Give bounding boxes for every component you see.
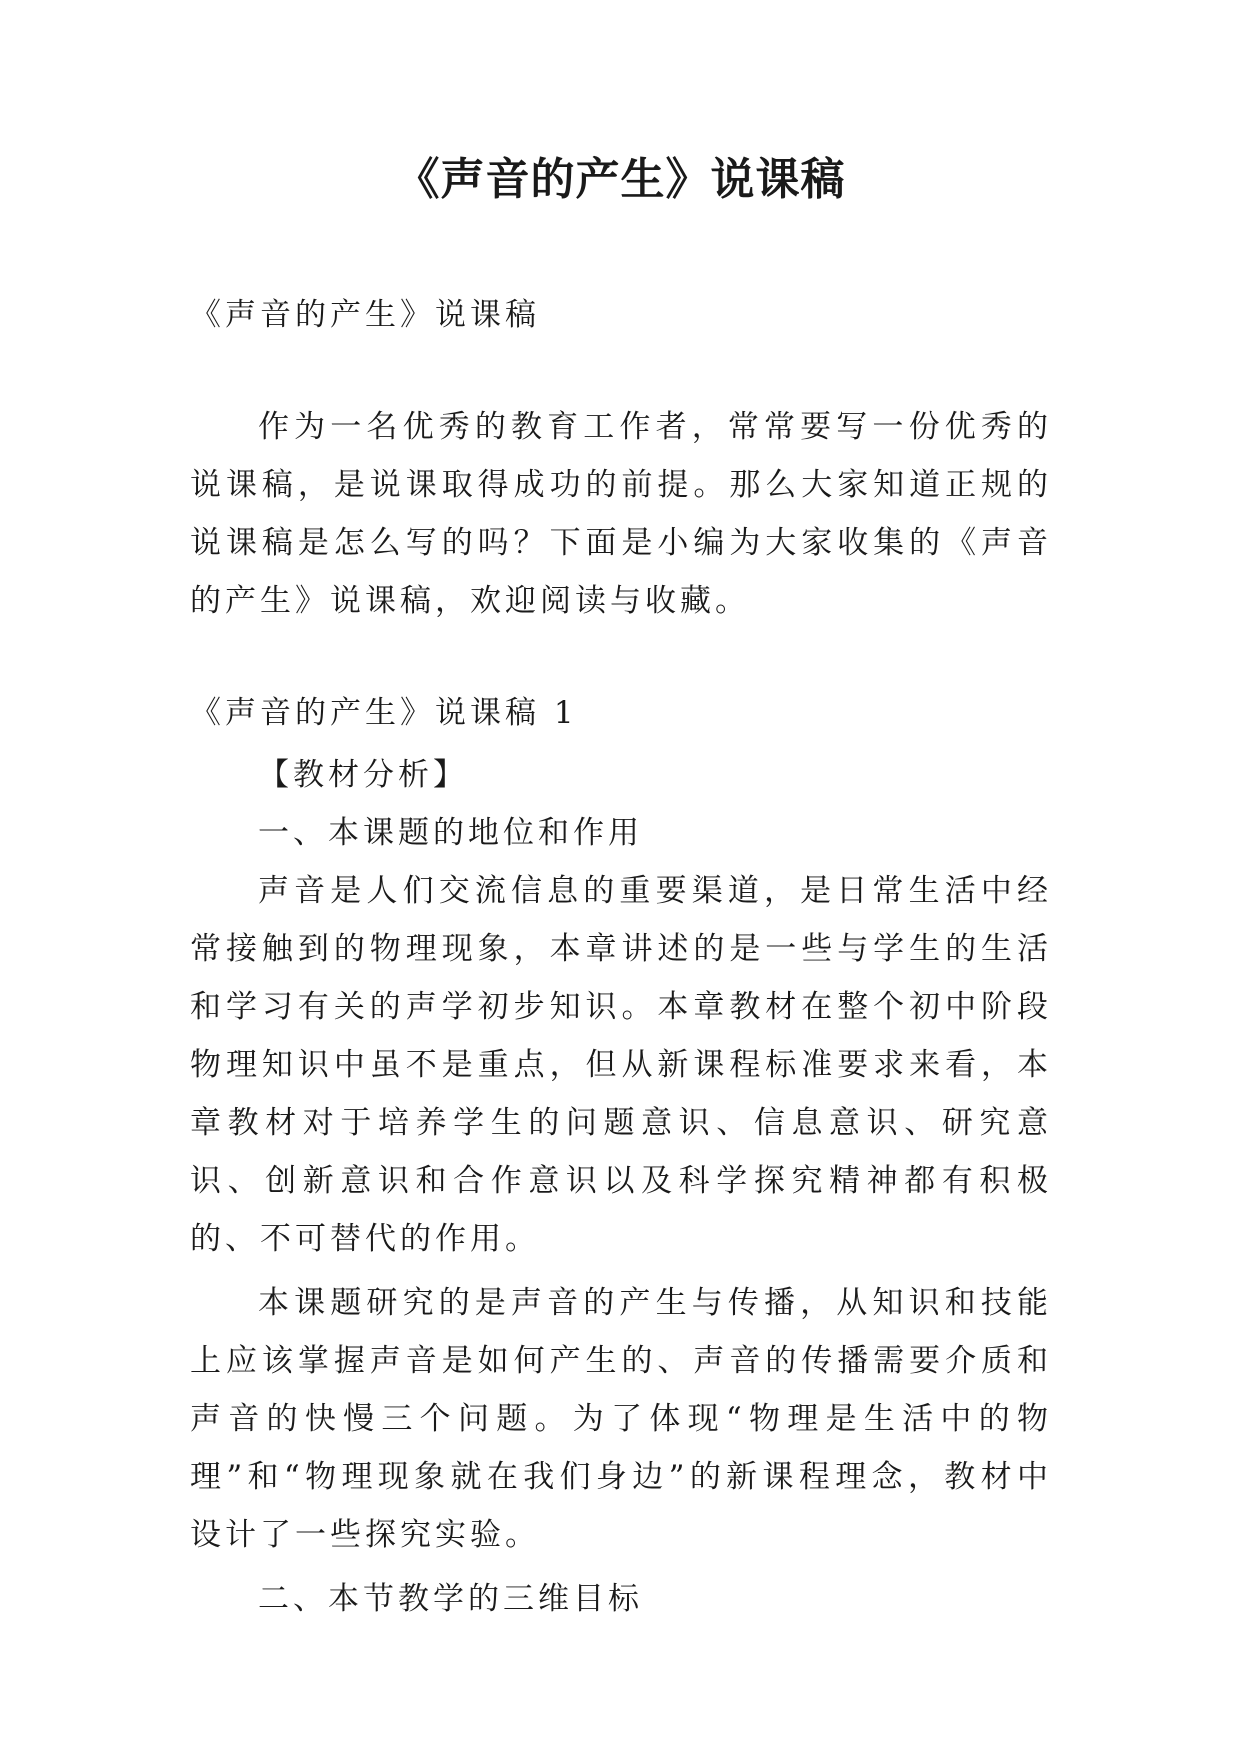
section-title: 《声音的产生》说课稿 1 [190,695,578,731]
intro-paragraph: 作为一名优秀的教育工作者，常常要写一份优秀的说课稿，是说课取得成功的前提。那么大家知道正规的说课稿是怎么写的吗？下面是小编为大家收集的《声音的产生》说课稿，欢迎阅读与收藏。 [190,409,1052,619]
body-paragraph: 本课题研究的是声音的产生与传播，从知识和技能上应该掌握声音是如何产生的、声音的传播需要介质和声音的快慢三个问题。为了体现“物理是生活中的物理”和“物理现象就在我们身边”的新课程理念，教材中设计了一些探究实验。 [190,1285,1052,1553]
body-paragraph: 声音是人们交流信息的重要渠道，是日常生活中经常接触到的物理现象，本章讲述的是一些与学生的生活和学习有关的声学初步知识。本章教材在整个初中阶段物理知识中虽不是重点，但从新课程标准要求来看，本章教材对于培养学生的问题意识、信息意识、研究意识、创新意识和合作意识以及科学探究精神都有积极的、不可替代的作用。 [190,873,1052,1257]
document-body [190,290,1052,1628]
teaching-goals-heading: 二、本节教学的三维目标 [258,1581,643,1617]
document-title: 《声音的产生》说课稿 [395,154,846,205]
document-subtitle: 《声音的产生》说课稿 [190,297,540,333]
topic-role-heading: 一、本课题的地位和作用 [258,815,643,851]
material-analysis-heading: 【教材分析】 [258,757,468,793]
